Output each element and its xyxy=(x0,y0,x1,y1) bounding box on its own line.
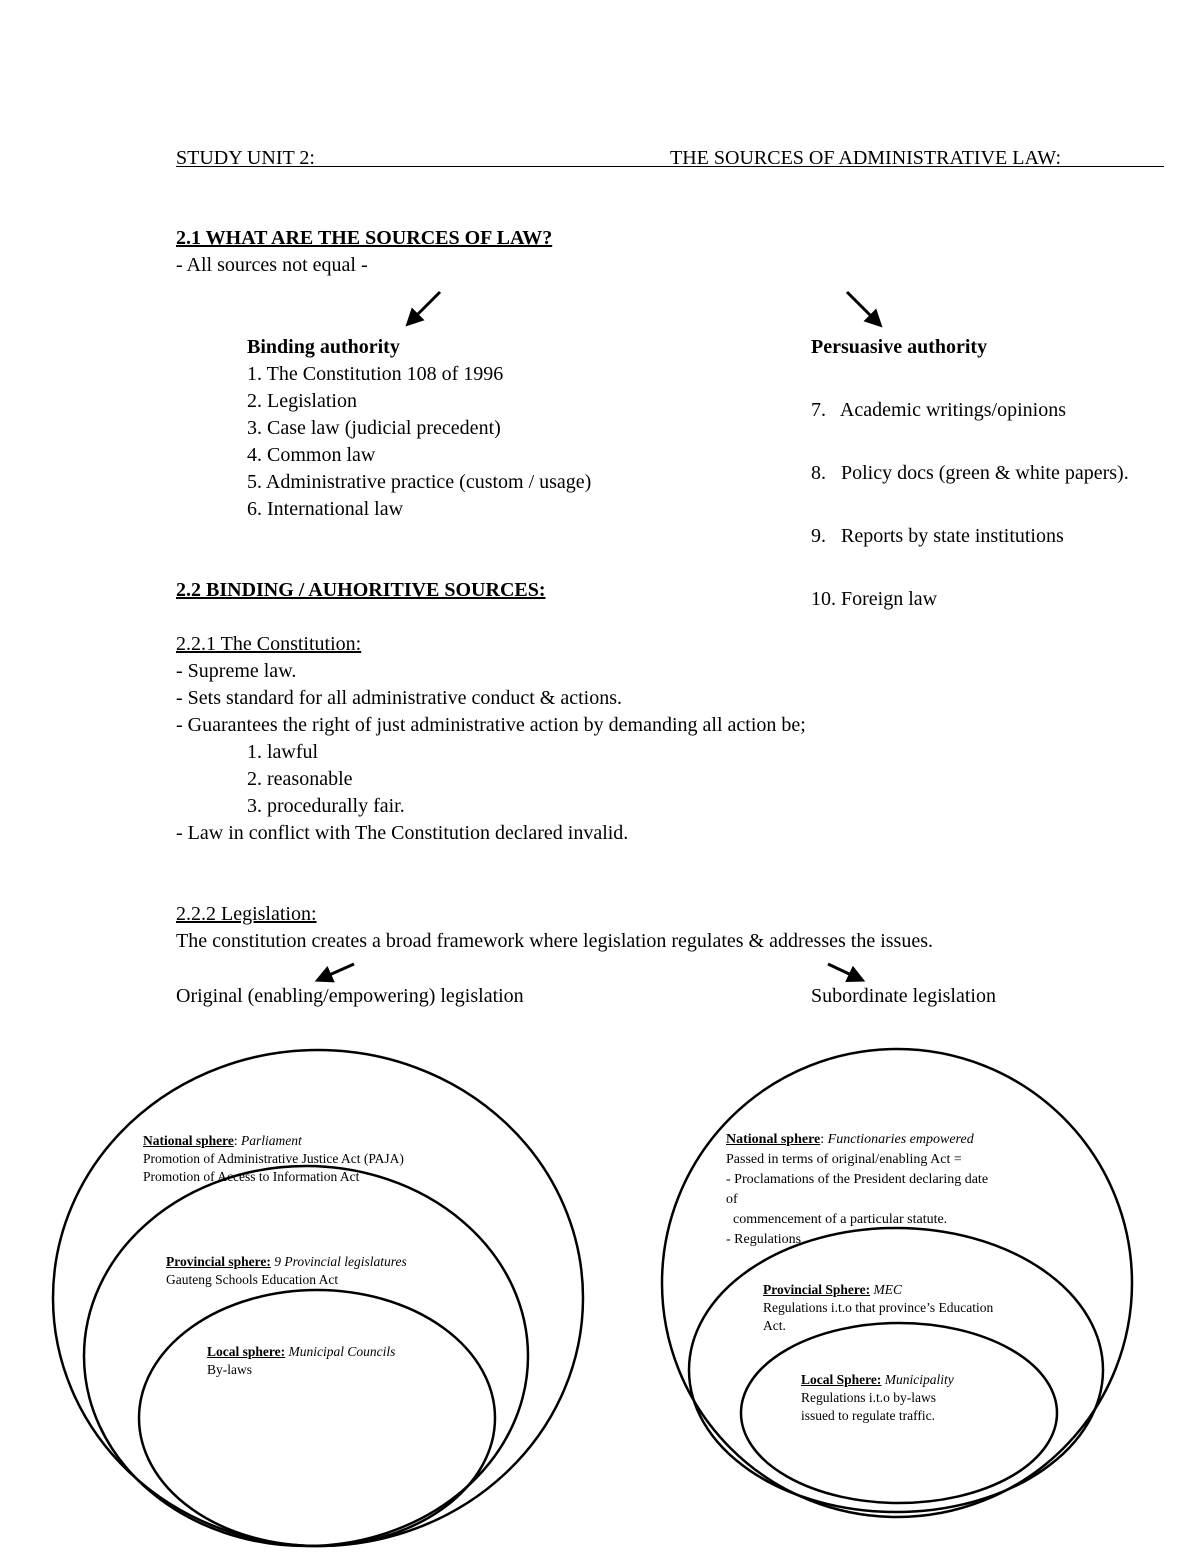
national-sphere-label: National sphere xyxy=(726,1132,821,1147)
list-item: 10. Foreign law xyxy=(811,588,938,610)
requirement-item: 2. reasonable xyxy=(247,768,353,790)
local-sphere-label: Local Sphere: xyxy=(801,1372,882,1387)
left-national-circle xyxy=(53,1050,583,1546)
provincial-line: Regulations i.t.o that province’s Education xyxy=(763,1300,994,1315)
constitution-line: - Guarantees the right of just administrative action by demanding all action be; xyxy=(176,714,806,736)
binding-authority-list xyxy=(247,361,591,523)
national-line: commencement of a particular statute. xyxy=(726,1212,948,1227)
unit-label: STUDY UNIT 2: xyxy=(176,147,315,169)
requirement-item: 3. procedurally fair. xyxy=(247,795,405,817)
local-sphere-label: Local sphere: xyxy=(207,1344,286,1359)
persuasive-authority-title: Persuasive authority xyxy=(811,336,988,358)
persuasive-authority-block xyxy=(811,334,1129,649)
list-item: 8. Policy docs (green & white papers). xyxy=(811,462,1129,484)
legislation-subheading: 2.2.2 Legislation: xyxy=(176,903,317,925)
right-local-text xyxy=(801,1371,954,1425)
national-sphere-body: Functionaries empowered xyxy=(827,1132,974,1147)
provincial-line: Gauteng Schools Education Act xyxy=(166,1272,339,1287)
unit-title: THE SOURCES OF ADMINISTRATIVE LAW: xyxy=(670,147,1061,169)
national-sphere-body: Parliament xyxy=(241,1133,302,1148)
list-item: 7. Academic writings/opinions xyxy=(811,399,1066,421)
provincial-sphere-body: MEC xyxy=(870,1282,902,1297)
provincial-sphere-label: Provincial Sphere: xyxy=(763,1282,871,1297)
provincial-sphere-label: Provincial sphere: xyxy=(166,1254,271,1269)
local-line: Regulations i.t.o by-laws xyxy=(801,1390,936,1405)
constitution-conflict-line: - Law in conflict with The Constitution declared invalid. xyxy=(176,822,629,844)
constitution-line: - Sets standard for all administrative conduct & actions. xyxy=(176,687,622,709)
label-separator: : xyxy=(233,1133,242,1148)
list-item: 1. The Constitution 108 of 1996 xyxy=(247,363,504,385)
arrow-to-persuasive xyxy=(847,292,880,325)
persuasive-authority-list xyxy=(811,361,1129,649)
national-line: Promotion of Access to Information Act xyxy=(143,1169,360,1184)
national-line: Passed in terms of original/enabling Act = xyxy=(726,1152,962,1167)
local-line: By-laws xyxy=(207,1362,252,1377)
constitution-line: - Supreme law. xyxy=(176,660,297,682)
provincial-line: Act. xyxy=(763,1318,786,1333)
label-separator: : xyxy=(820,1132,828,1147)
binding-authority-title: Binding authority xyxy=(247,336,400,358)
left-national-text xyxy=(143,1132,404,1186)
local-sphere-body: Municipality xyxy=(881,1372,954,1387)
legislation-intro: The constitution creates a broad framework where legislation regulates & addresses the issues. xyxy=(176,930,933,952)
arrow-to-binding xyxy=(408,292,440,324)
left-provincial-text xyxy=(166,1253,407,1289)
right-provincial-text xyxy=(763,1281,993,1335)
arrow-to-original xyxy=(318,964,354,980)
section-2-1-heading: 2.1 WHAT ARE THE SOURCES OF LAW? xyxy=(176,227,553,249)
requirement-item: 1. lawful xyxy=(247,741,319,763)
local-sphere-body: Municipal Councils xyxy=(285,1344,396,1359)
list-item: 9. Reports by state institutions xyxy=(811,525,1064,547)
list-item: 5. Administrative practice (custom / usage) xyxy=(247,471,592,493)
subordinate-legislation-label: Subordinate legislation xyxy=(811,985,996,1007)
section-2-2-heading: 2.2 BINDING / AUHORITIVE SOURCES: xyxy=(176,579,546,601)
original-legislation-label: Original (enabling/empowering) legislation xyxy=(176,985,524,1007)
national-line: Promotion of Administrative Justice Act (PAJA) xyxy=(143,1151,404,1166)
list-item: 2. Legislation xyxy=(247,390,357,412)
list-item: 4. Common law xyxy=(247,444,376,466)
binding-authority-block xyxy=(247,334,591,523)
left-local-text xyxy=(207,1343,395,1379)
national-line: - Proclamations of the President declaring date xyxy=(726,1172,989,1187)
right-national-text xyxy=(726,1130,988,1250)
national-line: of xyxy=(726,1192,738,1207)
sources-note: - All sources not equal - xyxy=(176,254,368,276)
constitution-subheading: 2.2.1 The Constitution: xyxy=(176,633,362,655)
list-item: 6. International law xyxy=(247,498,404,520)
national-sphere-label: National sphere xyxy=(143,1133,234,1148)
list-item: 3. Case law (judicial precedent) xyxy=(247,417,501,439)
arrow-to-subordinate xyxy=(828,964,862,980)
provincial-sphere-body: 9 Provincial legislatures xyxy=(270,1254,407,1269)
local-line: issued to regulate traffic. xyxy=(801,1408,935,1423)
national-line: - Regulations xyxy=(726,1232,802,1247)
